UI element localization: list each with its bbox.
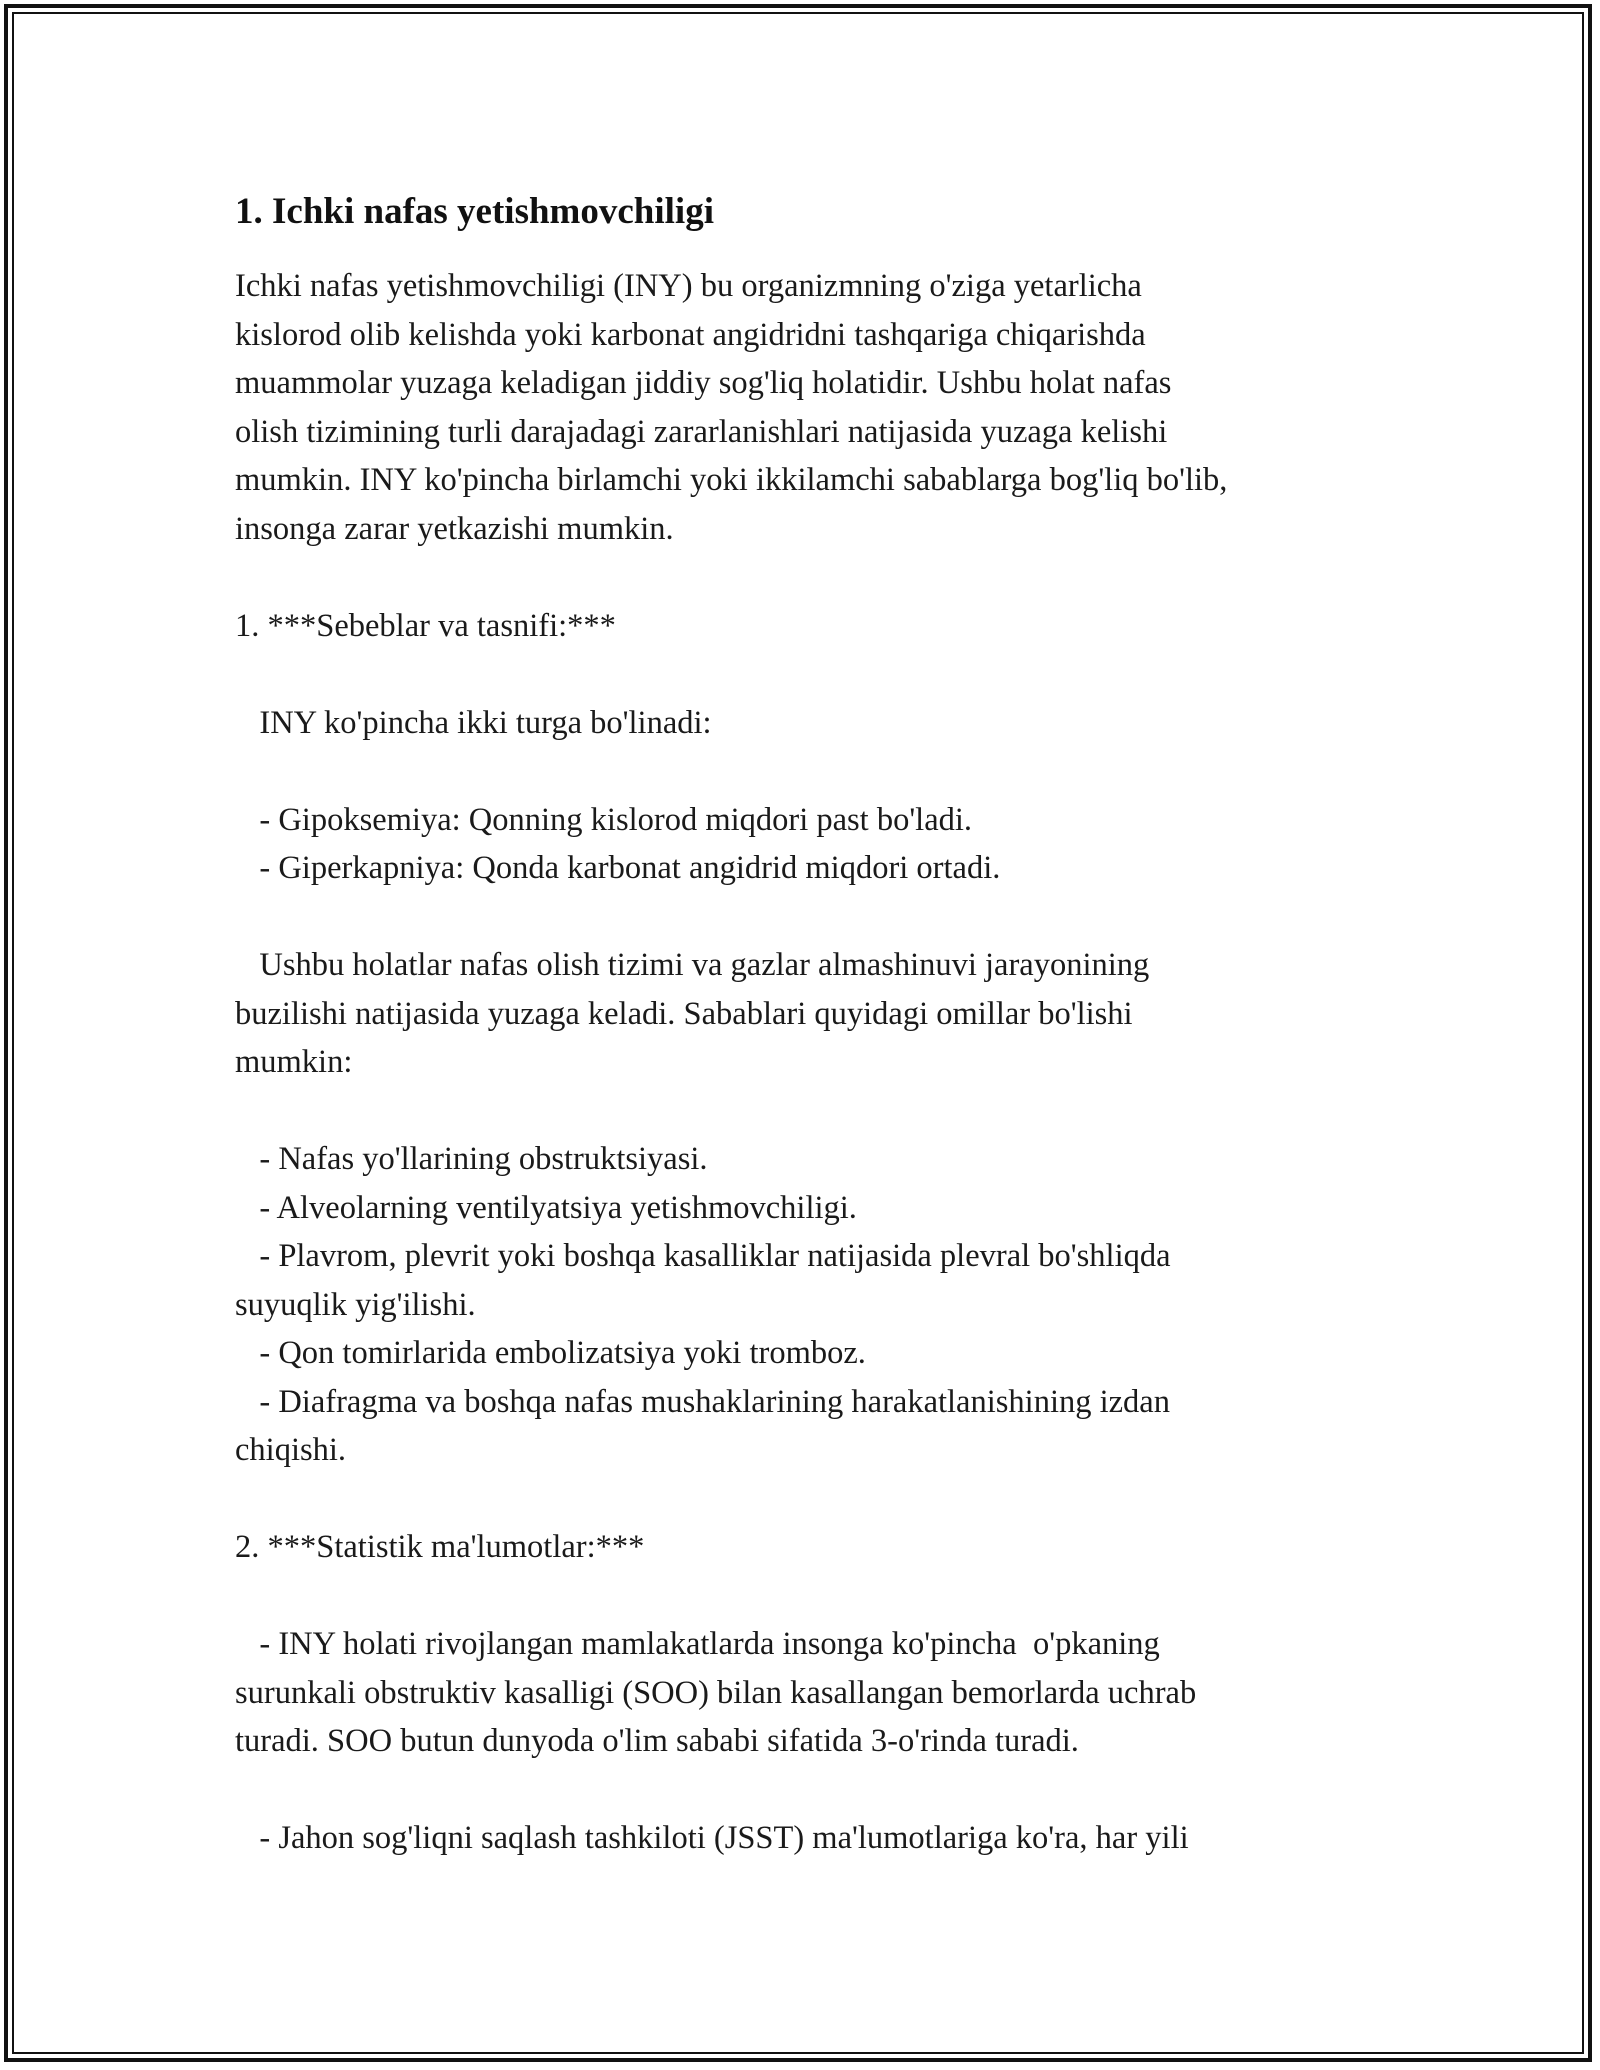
blank-line	[235, 1475, 1375, 1524]
document-body	[235, 188, 1375, 1863]
paragraph: Ushbu holatlar nafas olish tizimi va gazlar almashinuvi jarayonining buzilishi natijasida yuzaga keladi. Sabablari quyidagi omillar bo'lishi mumkin:	[235, 947, 1150, 1080]
paragraph: 1. ***Sebeblar va tasnifi:***	[235, 607, 616, 644]
paragraph: Ichki nafas yetishmovchiligi (INY) bu organizmning o'ziga yetarlicha kislorod olib kelishda yoki karbonat angidridni tashqariga chiqarishda muammolar yuzaga keladigan jiddiy sog'liq holatidir. Ushbu holat nafas olish tizimining turli darajadagi zararlanishlari natijasida yuzaga kelishi mumkin. INY ko'pincha birlamchi yoki ikkilamchi sabablarga bog'liq bo'lib, insonga zarar yetkazishi mumkin.	[235, 268, 1228, 547]
blank-line	[235, 1087, 1375, 1136]
blank-line	[235, 1572, 1375, 1621]
document-paragraphs	[235, 262, 1375, 1863]
section-heading: 1. Ichki nafas yetishmovchiligi	[235, 191, 714, 232]
blank-line	[235, 1766, 1375, 1815]
blank-line	[235, 747, 1375, 796]
paragraph: - INY holati rivojlangan mamlakatlarda insonga ko'pincha o'pkaning surunkali obstruktiv kasalligi (SOO) bilan kasallangan bemorlarda uchrab turadi. SOO butun dunyoda o'lim sababi sifatida 3-o'rinda turadi.	[235, 1626, 1197, 1759]
paragraph: INY ko'pincha ikki turga bo'linadi:	[235, 704, 712, 741]
paragraph: - Nafas yo'llarining obstruktsiyasi. - Alveolarning ventilyatsiya yetishmovchiligi. - Plavrom, plevrit yoki boshqa kasalliklar natijasida plevral bo'shliqda suyuqlik yig'ilishi. - Qon tomirlarida embolizatsiya yoki tromboz. - Diafragma va boshqa nafas mushaklarining harakatlanishining izdan chiqishi.	[235, 1141, 1171, 1468]
blank-line	[235, 553, 1375, 602]
blank-line	[235, 650, 1375, 699]
paragraph: - Gipoksemiya: Qonning kislorod miqdori past bo'ladi. - Giperkapniya: Qonda karbonat angidrid miqdori ortadi.	[259, 801, 1001, 886]
paragraph: - Jahon sog'liqni saqlash tashkiloti (JSST) ma'lumotlariga ko'ra, har yili	[235, 1820, 1189, 1856]
blank-line	[235, 893, 1375, 942]
paragraph: 2. ***Statistik ma'lumotlar:***	[235, 1529, 645, 1565]
